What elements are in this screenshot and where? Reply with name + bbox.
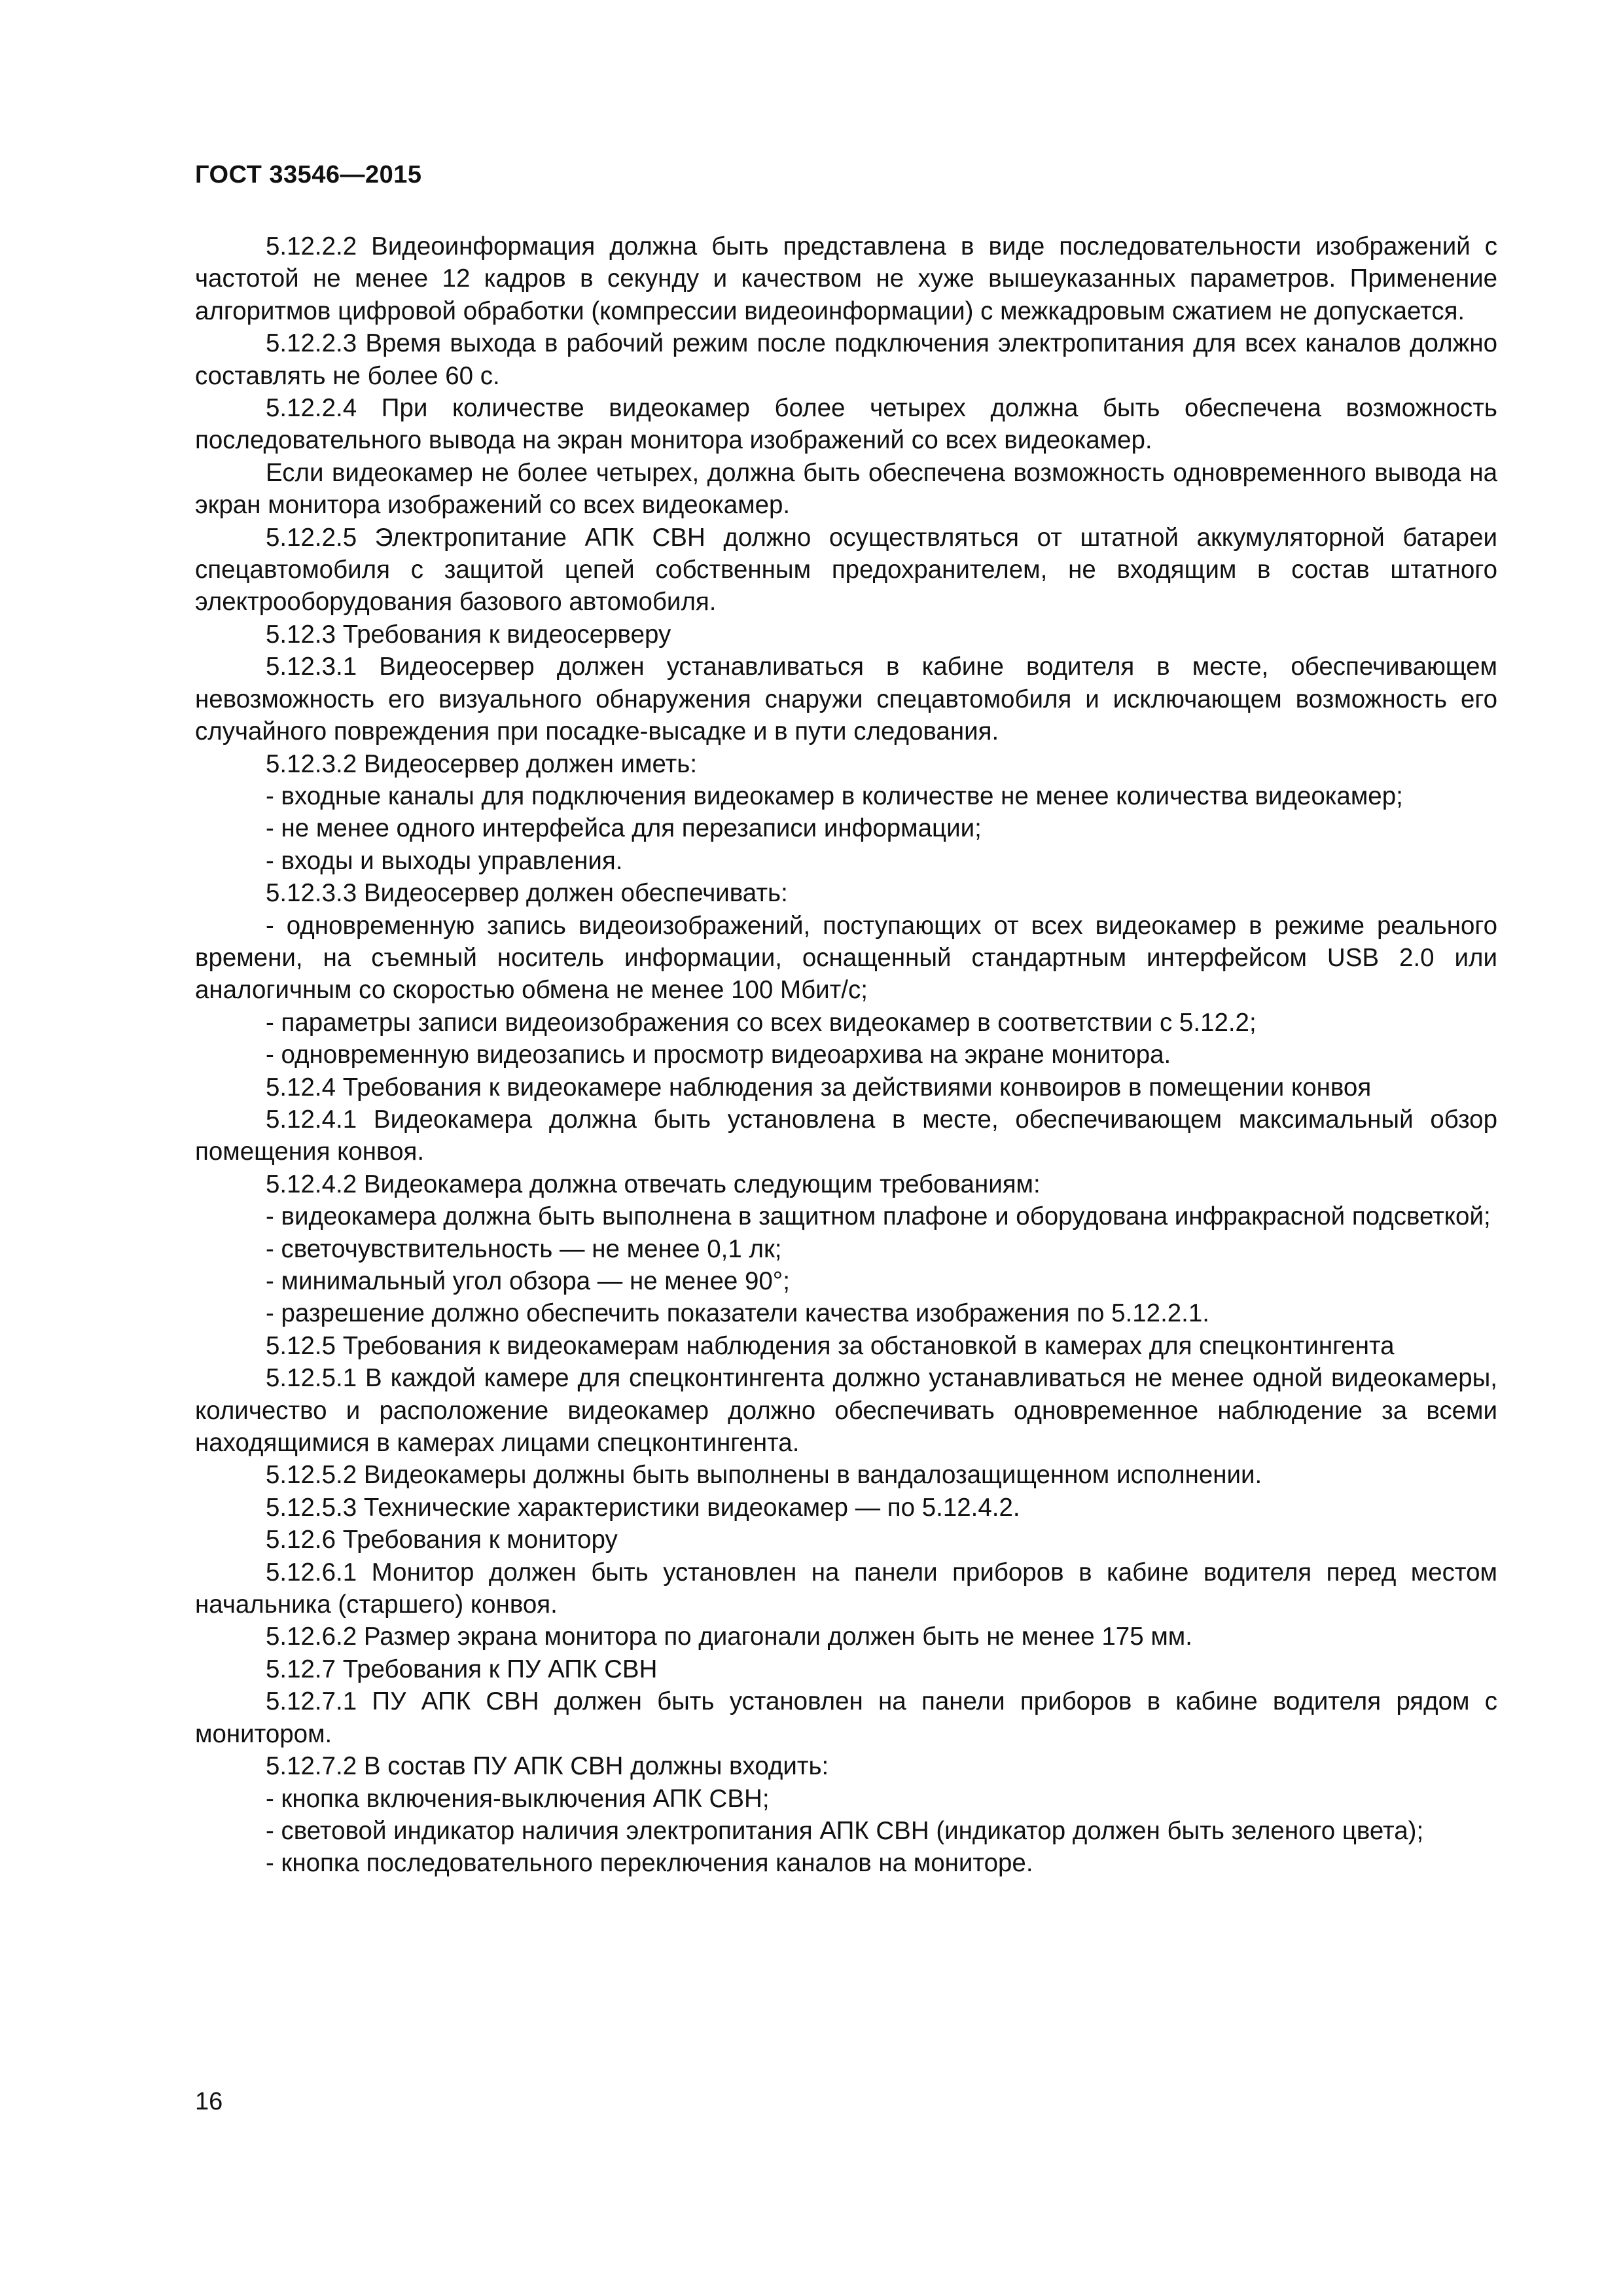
list-item: - световой индикатор наличия электропитания АПК СВН (индикатор должен быть зеленого цвета); <box>266 1816 1424 1845</box>
standard-header: ГОСТ 33546—2015 <box>195 161 422 188</box>
list-item: - кнопка последовательного переключения каналов на мониторе. <box>266 1849 1033 1878</box>
paragraph: 5.12.6.1 Монитор должен быть установлен на панели приборов в кабине водителя перед местом начальника (старшего) конвоя. <box>195 1558 1497 1619</box>
paragraph: 5.12.4.1 Видеокамера должна быть установлена в месте, обеспечивающем максимальный обзор помещения конвоя. <box>195 1105 1497 1166</box>
body-text <box>195 230 1497 1880</box>
paragraph: 5.12.5.2 Видеокамеры должны быть выполнены в вандалозащищенном исполнении. <box>266 1461 1262 1490</box>
section-heading: 5.12.3 Требования к видеосерверу <box>266 620 671 649</box>
paragraph: 5.12.2.4 При количестве видеокамер более четырех должна быть обеспечена возможность последовательного вывода на экран монитора изображений со всех видеокамер. <box>195 394 1497 455</box>
list-item: - видеокамера должна быть выполнена в защитном плафоне и оборудована инфракрасной подсветкой; <box>266 1202 1491 1231</box>
paragraph: 5.12.4.2 Видеокамера должна отвечать следующим требованиям: <box>266 1170 1041 1198</box>
section-heading: 5.12.5 Требования к видеокамерам наблюдения за обстановкой в камерах для спецконтингента <box>266 1331 1395 1360</box>
list-item: - не менее одного интерфейса для перезаписи информации; <box>266 814 982 843</box>
page-number: 16 <box>195 2088 223 2115</box>
section-heading: 5.12.4 Требования к видеокамере наблюдения за действиями конвоиров в помещении конвоя <box>266 1073 1372 1102</box>
list-item: - светочувствительность — не менее 0,1 лк; <box>266 1234 782 1263</box>
paragraph: 5.12.7.2 В состав ПУ АПК СВН должны входить: <box>266 1752 829 1781</box>
paragraph: 5.12.6.2 Размер экрана монитора по диагонали должен быть не менее 175 мм. <box>266 1623 1192 1651</box>
paragraph: 5.12.5.1 В каждой камере для спецконтингента должно устанавливаться не менее одной видеокамеры, количество и расположение видеокамер должно обеспечивать одновременное наблюдение за всеми находящимися в камерах лицами спецконтингента. <box>195 1364 1497 1458</box>
paragraph: 5.12.3.2 Видеосервер должен иметь: <box>266 749 698 778</box>
paragraph: 5.12.2.3 Время выхода в рабочий режим после подключения электропитания для всех каналов должно составлять не более 60 с. <box>195 329 1497 390</box>
list-item: - параметры записи видеоизображения со всех видеокамер в соответствии с 5.12.2; <box>266 1008 1257 1037</box>
section-heading: 5.12.6 Требования к монитору <box>266 1526 618 1554</box>
paragraph: 5.12.5.3 Технические характеристики видеокамер — по 5.12.4.2. <box>266 1493 1020 1522</box>
list-item: - кнопка включения-выключения АПК СВН; <box>266 1784 770 1813</box>
list-item: - одновременную видеозапись и просмотр видеоархива на экране монитора. <box>266 1041 1171 1069</box>
paragraph: 5.12.2.5 Электропитание АПК СВН должно осуществляться от штатной аккумуляторной батареи спецавтомобиля с защитой цепей собственным предохранителем, не входящим в состав штатного электрооборудования базового автомобиля. <box>195 523 1497 617</box>
list-item: - минимальный угол обзора — не менее 90°; <box>266 1267 790 1295</box>
list-item: - входы и выходы управления. <box>266 846 623 875</box>
paragraph: 5.12.2.2 Видеоинформация должна быть представлена в виде последовательности изображений с частотой не менее 12 кадров в секунду и качеством не хуже вышеуказанных параметров. Применение алгоритмов цифровой обработки (компрессии видеоинформации) с межкадровым сжатием не допускается. <box>195 232 1497 325</box>
paragraph: 5.12.7.1 ПУ АПК СВН должен быть установлен на панели приборов в кабине водителя рядом с монитором. <box>195 1687 1497 1748</box>
section-heading: 5.12.7 Требования к ПУ АПК СВН <box>266 1655 658 1683</box>
paragraph: 5.12.3.3 Видеосервер должен обеспечивать: <box>266 879 788 908</box>
list-item: - разрешение должно обеспечить показатели качества изображения по 5.12.2.1. <box>266 1299 1209 1328</box>
paragraph: Если видеокамер не более четырех, должна быть обеспечена возможность одновременного вывода на экран монитора изображений со всех видеокамер. <box>195 458 1497 520</box>
list-item: - входные каналы для подключения видеокамер в количестве не менее количества видеокамер; <box>266 781 1403 810</box>
paragraph: 5.12.3.1 Видеосервер должен устанавливаться в кабине водителя в месте, обеспечивающем невозможность его визуального обнаружения снаружи спецавтомобиля и исключающем возможность его случайного повреждения при посадке-высадке и в пути следования. <box>195 653 1497 746</box>
list-item: - одновременную запись видеоизображений, поступающих от всех видеокамер в режиме реального времени, на съемный носитель информации, оснащенный стандартным интерфейсом USB 2.0 или аналогичным со скоростью обмена не менее 100 Мбит/с; <box>195 911 1497 1005</box>
